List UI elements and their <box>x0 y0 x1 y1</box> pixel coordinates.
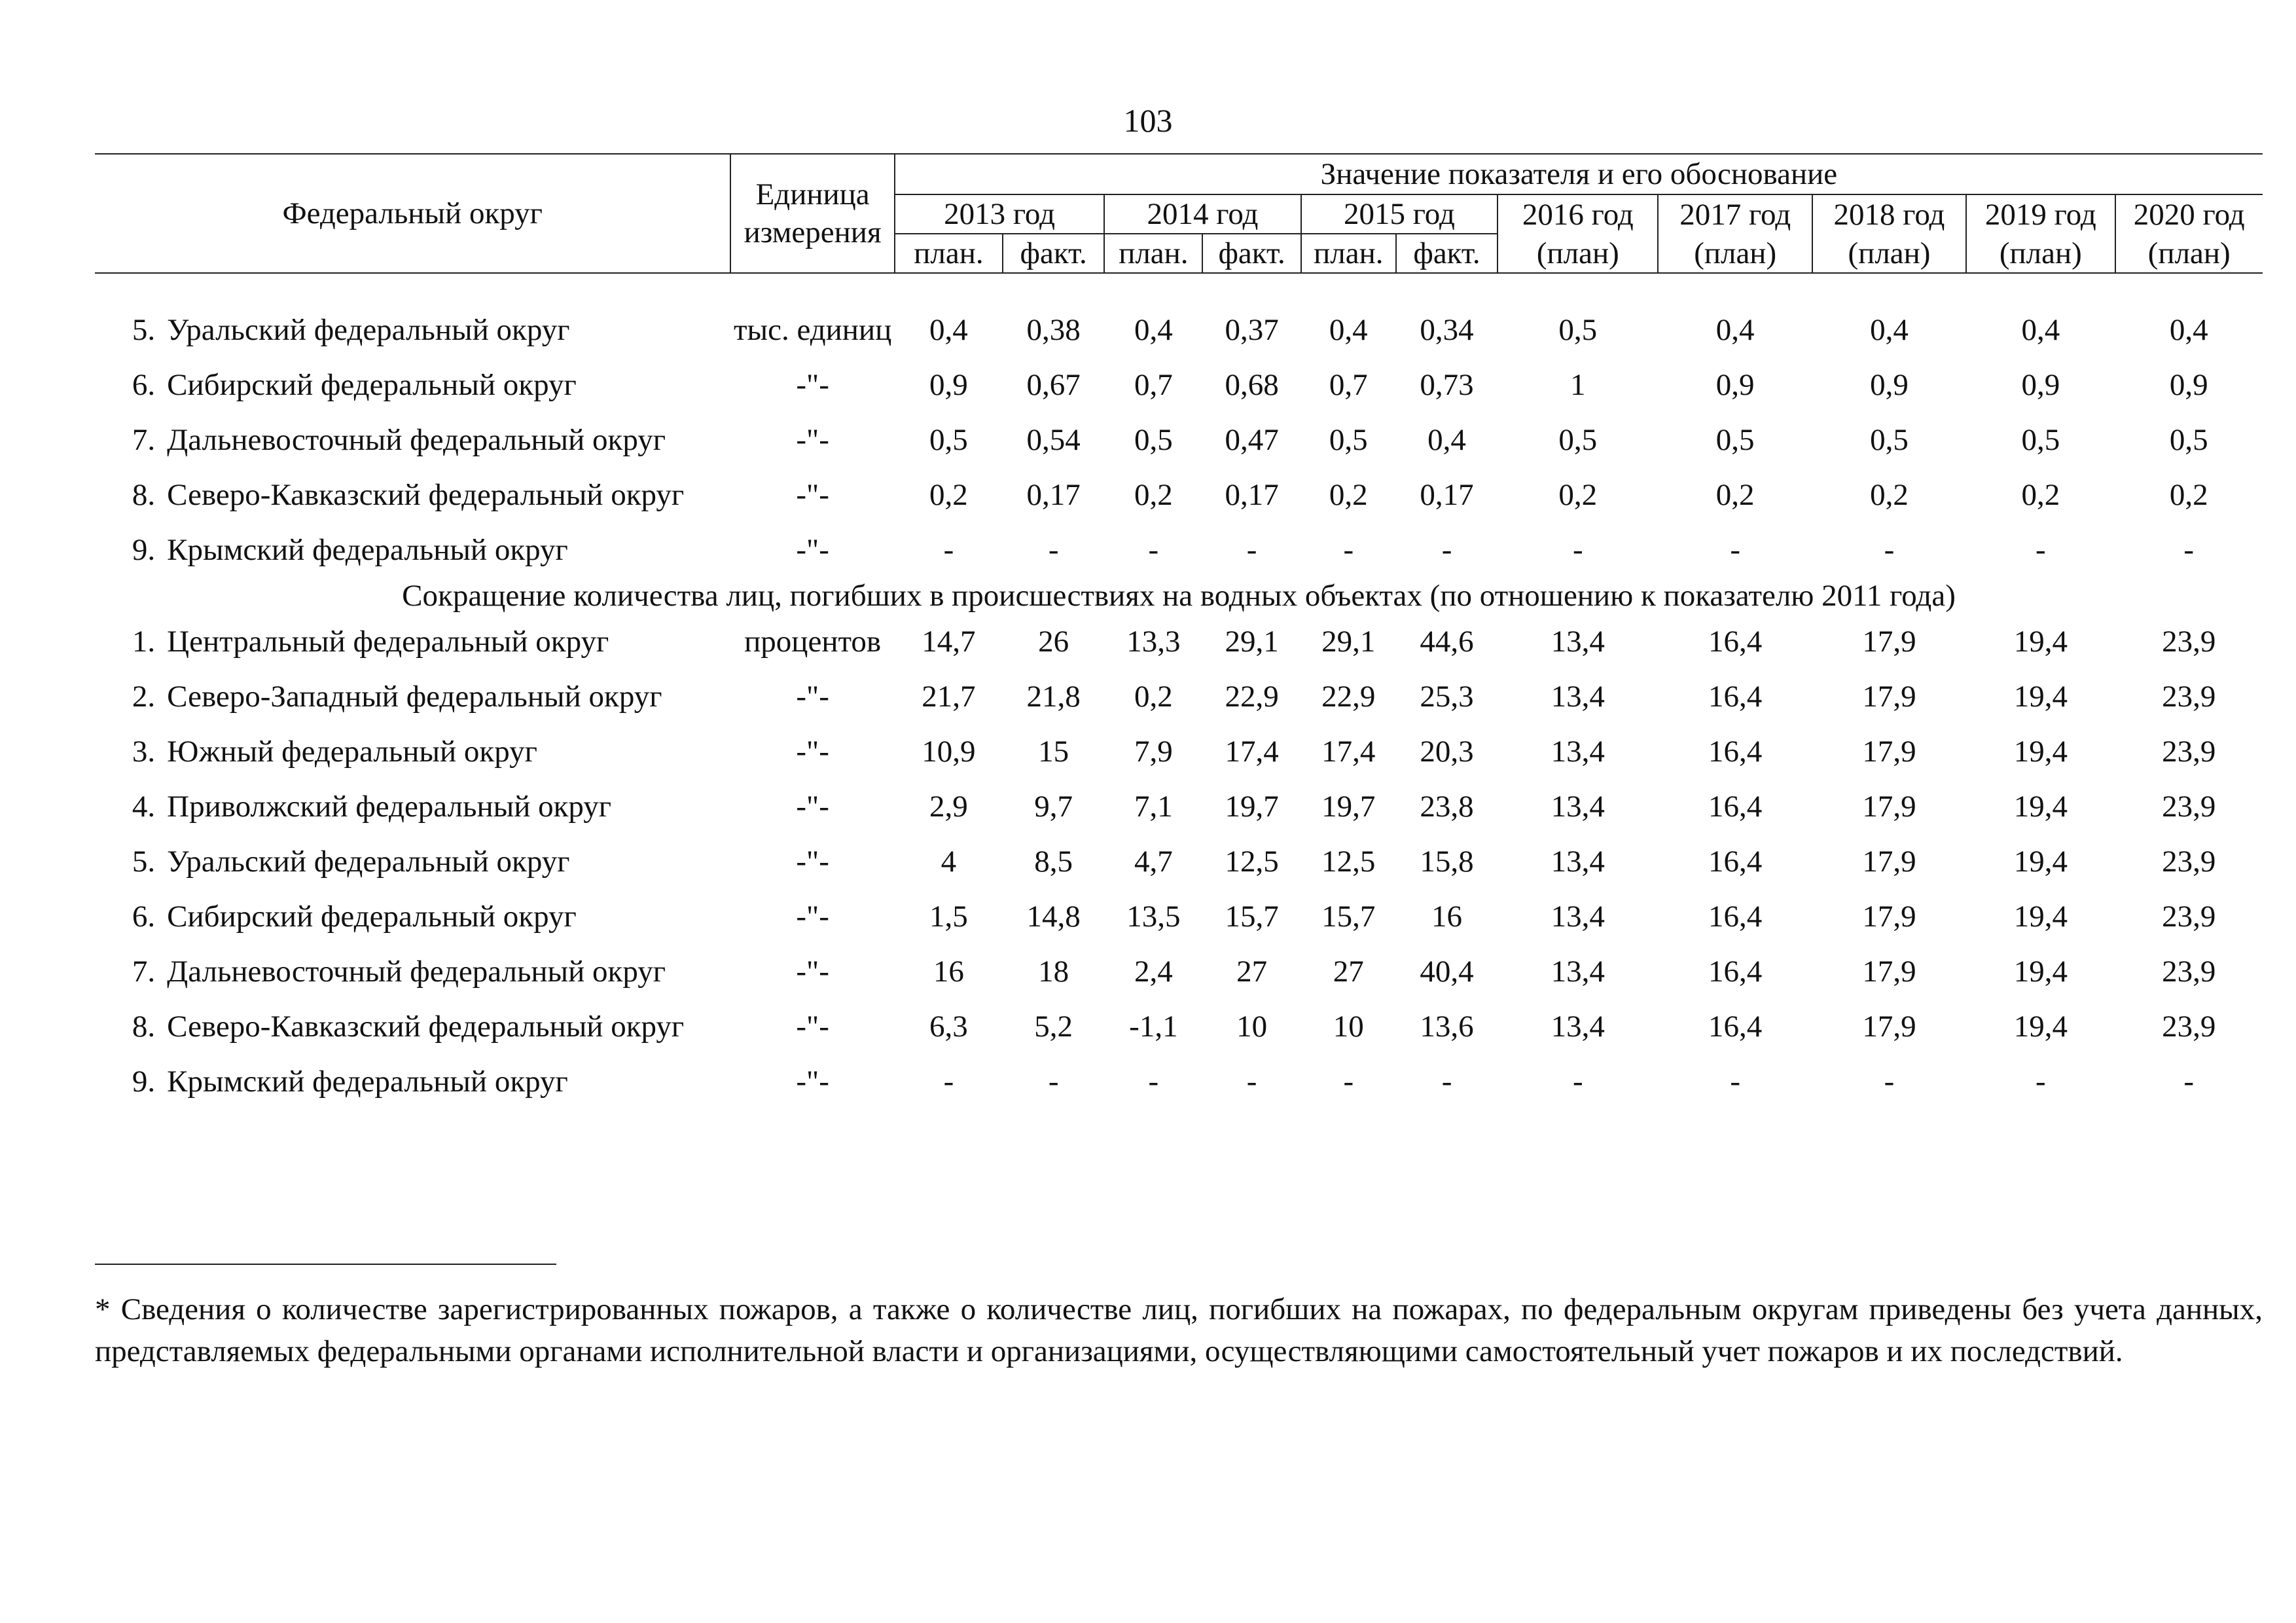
table-row <box>95 522 2263 577</box>
value-cell: 0,2 <box>1870 478 1909 512</box>
value-cell: 22,9 <box>1321 680 1376 714</box>
value-cell: 0,38 <box>1026 313 1081 347</box>
value-cell: 21,8 <box>1026 680 1081 714</box>
value-cell: 13,4 <box>1551 900 1605 934</box>
value-cell: - <box>1343 1065 1354 1099</box>
row-number: 2. <box>132 680 156 714</box>
value-cell: 0,4 <box>1427 423 1466 457</box>
value-cell: 0,7 <box>1329 368 1368 402</box>
district-name: Сибирский федеральный округ <box>167 900 577 934</box>
value-cell: - <box>1572 1065 1583 1099</box>
value-cell: 19,7 <box>1321 790 1376 824</box>
value-cell: - <box>1572 533 1583 567</box>
value-cell: 1 <box>1570 368 1586 402</box>
value-cell: - <box>1441 533 1452 567</box>
value-cell: - <box>1343 533 1354 567</box>
value-cell: 10 <box>1333 1010 1364 1044</box>
value-cell: 23,9 <box>2162 680 2216 714</box>
value-cell: 0,2 <box>1134 478 1173 512</box>
value-cell: 13,6 <box>1420 1010 1474 1044</box>
value-cell: 27 <box>1333 955 1364 989</box>
table-row <box>95 779 2263 834</box>
value-cell: 0,67 <box>1026 368 1081 402</box>
header-subcolumn: план. <box>895 234 1003 273</box>
value-cell: 44,6 <box>1420 625 1474 659</box>
header-year: 2014 год <box>1104 194 1300 234</box>
unit-cell: -"- <box>796 533 829 567</box>
value-cell: 4 <box>941 845 957 879</box>
unit-cell: -"- <box>796 423 829 457</box>
value-cell: 40,4 <box>1420 955 1474 989</box>
value-cell: 2,4 <box>1134 955 1173 989</box>
value-cell: 10 <box>1236 1010 1268 1044</box>
value-cell: 17,9 <box>1862 1010 1916 1044</box>
value-cell: 17,4 <box>1225 735 1279 769</box>
value-cell: 23,9 <box>2162 790 2216 824</box>
header-unit: Единица измерения <box>730 154 894 273</box>
value-cell: 9,7 <box>1034 790 1073 824</box>
value-cell: 0,2 <box>1715 478 1755 512</box>
header-year: 2020 год <box>2115 194 2263 234</box>
value-cell: 13,5 <box>1126 900 1181 934</box>
value-cell: - <box>1048 1065 1059 1099</box>
value-cell: 2,9 <box>929 790 968 824</box>
value-cell: - <box>1441 1065 1452 1099</box>
value-cell: 16,4 <box>1708 845 1763 879</box>
value-cell: 29,1 <box>1321 625 1376 659</box>
header-year: 2015 год <box>1301 194 1498 234</box>
district-name: Северо-Западный федеральный округ <box>167 680 662 714</box>
value-cell: 15 <box>1038 735 1069 769</box>
table-body <box>95 273 2263 1109</box>
value-cell: 0,17 <box>1420 478 1474 512</box>
unit-cell: -"- <box>796 900 829 934</box>
value-cell: - <box>1730 533 1740 567</box>
row-number: 8. <box>132 478 156 512</box>
value-cell: 0,34 <box>1420 313 1474 347</box>
value-cell: 0,2 <box>1329 478 1368 512</box>
value-cell: 0,4 <box>2169 313 2208 347</box>
table-header <box>95 154 2263 273</box>
header-subcolumn: (план) <box>1658 234 1812 273</box>
table-row <box>95 834 2263 889</box>
row-number: 9. <box>132 1065 156 1099</box>
row-number: 4. <box>132 790 156 824</box>
value-cell: 16,4 <box>1708 790 1763 824</box>
value-cell: 0,5 <box>1134 423 1173 457</box>
value-cell: 0,54 <box>1026 423 1081 457</box>
value-cell: 23,8 <box>1420 790 1474 824</box>
value-cell: 17,9 <box>1862 680 1916 714</box>
value-cell: 16,4 <box>1708 900 1763 934</box>
district-name: Северо-Кавказский федеральный округ <box>167 1010 685 1044</box>
district-name: Приволжский федеральный округ <box>167 790 612 824</box>
value-cell: 0,2 <box>929 478 968 512</box>
row-number: 5. <box>132 845 156 879</box>
value-cell: 23,9 <box>2162 1010 2216 1044</box>
value-cell: 0,4 <box>2021 313 2060 347</box>
value-cell: 14,8 <box>1026 900 1081 934</box>
value-cell: 0,7 <box>1134 368 1173 402</box>
district-name: Дальневосточный федеральный округ <box>167 423 666 457</box>
unit-cell: -"- <box>796 735 829 769</box>
footnote: * Сведения о количестве зарегистрированных пожаров, а также о количестве лиц, погибших на пожарах, по федеральным округам приведены без учета данных, представляемых федеральными органами исполнительной власти и организациями, осуществляющими самостоятельный учет пожаров и их последствий. <box>95 1292 2263 1368</box>
value-cell: 1,5 <box>929 900 968 934</box>
value-cell: 19,4 <box>2013 1010 2068 1044</box>
value-cell: - <box>1884 1065 1895 1099</box>
value-cell: 23,9 <box>2162 900 2216 934</box>
value-cell: 17,9 <box>1862 790 1916 824</box>
table-row <box>95 614 2263 669</box>
unit-cell: -"- <box>796 845 829 879</box>
row-number: 9. <box>132 533 156 567</box>
header-year: 2019 год <box>1966 194 2115 234</box>
value-cell: 13,4 <box>1551 1010 1605 1044</box>
value-cell: 23,9 <box>2162 955 2216 989</box>
value-cell: - <box>1148 533 1159 567</box>
value-cell: 17,9 <box>1862 955 1916 989</box>
value-cell: 13,4 <box>1551 790 1605 824</box>
value-cell: 0,5 <box>929 423 968 457</box>
unit-cell: тыс. единиц <box>734 313 892 347</box>
district-name: Дальневосточный федеральный округ <box>167 955 666 989</box>
value-cell: 15,7 <box>1321 900 1376 934</box>
unit-cell: -"- <box>796 955 829 989</box>
value-cell: 0,73 <box>1420 368 1474 402</box>
unit-cell: -"- <box>796 1065 829 1099</box>
value-cell: 0,4 <box>929 313 968 347</box>
value-cell: 16,4 <box>1708 1010 1763 1044</box>
section-title: Сокращение количества лиц, погибших в происшествиях на водных объектах (по отношению к показателю 2011 года) <box>402 579 1956 613</box>
value-cell: 19,4 <box>2013 790 2068 824</box>
value-cell: 0,2 <box>1134 680 1173 714</box>
value-cell: 19,7 <box>1225 790 1279 824</box>
row-number: 1. <box>132 625 156 659</box>
value-cell: 0,17 <box>1026 478 1081 512</box>
value-cell: 19,4 <box>2013 625 2068 659</box>
value-cell: 0,47 <box>1225 423 1279 457</box>
unit-cell: -"- <box>796 478 829 512</box>
value-cell: 0,9 <box>2169 368 2208 402</box>
header-year: 2017 год <box>1658 194 1812 234</box>
header-subcolumn: факт. <box>1003 234 1104 273</box>
page-number: 103 <box>1123 102 1173 139</box>
value-cell: - <box>1148 1065 1159 1099</box>
header-subcolumn: факт. <box>1202 234 1300 273</box>
value-cell: 12,5 <box>1225 845 1279 879</box>
unit-cell: -"- <box>796 1010 829 1044</box>
district-name: Уральский федеральный округ <box>167 845 570 879</box>
value-cell: 13,4 <box>1551 625 1605 659</box>
value-cell: 0,9 <box>2021 368 2060 402</box>
value-cell: 16 <box>933 955 964 989</box>
header-subcolumn: план. <box>1301 234 1396 273</box>
value-cell: 16,4 <box>1708 955 1763 989</box>
row-number: 7. <box>132 955 156 989</box>
value-cell: - <box>943 1065 954 1099</box>
value-cell: 17,9 <box>1862 625 1916 659</box>
value-cell: 0,5 <box>1558 423 1598 457</box>
district-name: Сибирский федеральный округ <box>167 368 577 402</box>
district-name: Южный федеральный округ <box>167 735 537 769</box>
unit-cell: -"- <box>796 680 829 714</box>
row-number: 8. <box>132 1010 156 1044</box>
value-cell: 13,4 <box>1551 955 1605 989</box>
value-cell: 19,4 <box>2013 900 2068 934</box>
row-number: 6. <box>132 368 156 402</box>
value-cell: 7,9 <box>1134 735 1173 769</box>
value-cell: 0,4 <box>1134 313 1173 347</box>
footnote-divider <box>95 1264 556 1265</box>
table-row <box>95 944 2263 999</box>
district-name: Северо-Кавказский федеральный округ <box>167 478 685 512</box>
district-name: Уральский федеральный округ <box>167 313 570 347</box>
value-cell: 19,4 <box>2013 845 2068 879</box>
value-cell: - <box>2183 1065 2195 1099</box>
value-cell: 0,17 <box>1225 478 1279 512</box>
value-cell: 17,9 <box>1862 900 1916 934</box>
value-cell: 0,2 <box>2169 478 2208 512</box>
value-cell: 29,1 <box>1225 625 1279 659</box>
table-row <box>95 357 2263 412</box>
value-cell: 0,9 <box>1715 368 1755 402</box>
value-cell: 23,9 <box>2162 735 2216 769</box>
value-cell: - <box>1246 1065 1257 1099</box>
value-cell: 0,5 <box>2021 423 2060 457</box>
value-cell: 18 <box>1038 955 1069 989</box>
value-cell: - <box>1730 1065 1740 1099</box>
value-cell: 26 <box>1038 625 1069 659</box>
table-row <box>95 669 2263 724</box>
value-cell: - <box>2036 533 2046 567</box>
value-cell: -1,1 <box>1129 1010 1178 1044</box>
header-year: 2013 год <box>895 194 1104 234</box>
value-cell: 19,4 <box>2013 955 2068 989</box>
table-row <box>95 724 2263 779</box>
value-cell: 8,5 <box>1034 845 1073 879</box>
value-cell: 5,2 <box>1034 1010 1073 1044</box>
value-cell: 0,2 <box>2021 478 2060 512</box>
header-subcolumn: план. <box>1104 234 1202 273</box>
table-row <box>95 1054 2263 1109</box>
value-cell: - <box>1884 533 1895 567</box>
value-cell: 19,4 <box>2013 680 2068 714</box>
unit-cell: процентов <box>744 625 882 659</box>
unit-cell: -"- <box>796 368 829 402</box>
table-row <box>95 467 2263 522</box>
district-name: Центральный федеральный округ <box>167 625 609 659</box>
value-cell: 13,4 <box>1551 735 1605 769</box>
value-cell: - <box>1246 533 1257 567</box>
value-cell: 21,7 <box>922 680 976 714</box>
value-cell: 15,8 <box>1420 845 1474 879</box>
header-value-group: Значение показателя и его обоснование <box>895 154 2263 194</box>
value-cell: 0,68 <box>1225 368 1279 402</box>
value-cell: 19,4 <box>2013 735 2068 769</box>
value-cell: 16,4 <box>1708 625 1763 659</box>
indicator-table <box>95 153 2263 1109</box>
value-cell: 0,4 <box>1715 313 1755 347</box>
value-cell: 0,37 <box>1225 313 1279 347</box>
value-cell: 4,7 <box>1134 845 1173 879</box>
value-cell: 0,4 <box>1870 313 1909 347</box>
table-row <box>95 889 2263 944</box>
value-cell: - <box>2183 533 2195 567</box>
value-cell: - <box>2036 1065 2046 1099</box>
value-cell: 23,9 <box>2162 625 2216 659</box>
value-cell: 13,3 <box>1126 625 1181 659</box>
header-subcolumn: (план) <box>1498 234 1658 273</box>
value-cell: 16,4 <box>1708 735 1763 769</box>
value-cell: 27 <box>1236 955 1268 989</box>
value-cell: 6,3 <box>929 1010 968 1044</box>
district-name: Крымский федеральный округ <box>167 1065 568 1099</box>
district-name: Крымский федеральный округ <box>167 533 568 567</box>
value-cell: 0,2 <box>1558 478 1598 512</box>
value-cell: 17,4 <box>1321 735 1376 769</box>
value-cell: 22,9 <box>1225 680 1279 714</box>
value-cell: 0,5 <box>2169 423 2208 457</box>
value-cell: 12,5 <box>1321 845 1376 879</box>
unit-cell: -"- <box>796 790 829 824</box>
value-cell: 17,9 <box>1862 845 1916 879</box>
header-subcolumn: (план) <box>1812 234 1966 273</box>
value-cell: 0,9 <box>929 368 968 402</box>
value-cell: 23,9 <box>2162 845 2216 879</box>
row-number: 3. <box>132 735 156 769</box>
header-district: Федеральный округ <box>95 154 730 273</box>
value-cell: 14,7 <box>922 625 976 659</box>
header-year: 2018 год <box>1812 194 1966 234</box>
row-number: 5. <box>132 313 156 347</box>
section-row <box>95 577 2263 614</box>
value-cell: 0,5 <box>1558 313 1598 347</box>
value-cell: 16,4 <box>1708 680 1763 714</box>
value-cell: 0,5 <box>1715 423 1755 457</box>
value-cell: 0,5 <box>1870 423 1909 457</box>
header-subcolumn: (план) <box>1966 234 2115 273</box>
value-cell: 17,9 <box>1862 735 1916 769</box>
table-row <box>95 999 2263 1054</box>
value-cell: 13,4 <box>1551 845 1605 879</box>
value-cell: 10,9 <box>922 735 976 769</box>
value-cell: 0,5 <box>1329 423 1368 457</box>
value-cell: - <box>1048 533 1059 567</box>
row-number: 6. <box>132 900 156 934</box>
header-year: 2016 год <box>1498 194 1658 234</box>
value-cell: 15,7 <box>1225 900 1279 934</box>
header-subcolumn: факт. <box>1396 234 1498 273</box>
value-cell: 20,3 <box>1420 735 1474 769</box>
table-row <box>95 412 2263 467</box>
value-cell: - <box>943 533 954 567</box>
header-subcolumn: (план) <box>2115 234 2263 273</box>
value-cell: 7,1 <box>1134 790 1173 824</box>
value-cell: 25,3 <box>1420 680 1474 714</box>
value-cell: 13,4 <box>1551 680 1605 714</box>
value-cell: 16 <box>1431 900 1463 934</box>
table-row <box>95 302 2263 357</box>
row-number: 7. <box>132 423 156 457</box>
value-cell: 0,4 <box>1329 313 1368 347</box>
value-cell: 0,9 <box>1870 368 1909 402</box>
